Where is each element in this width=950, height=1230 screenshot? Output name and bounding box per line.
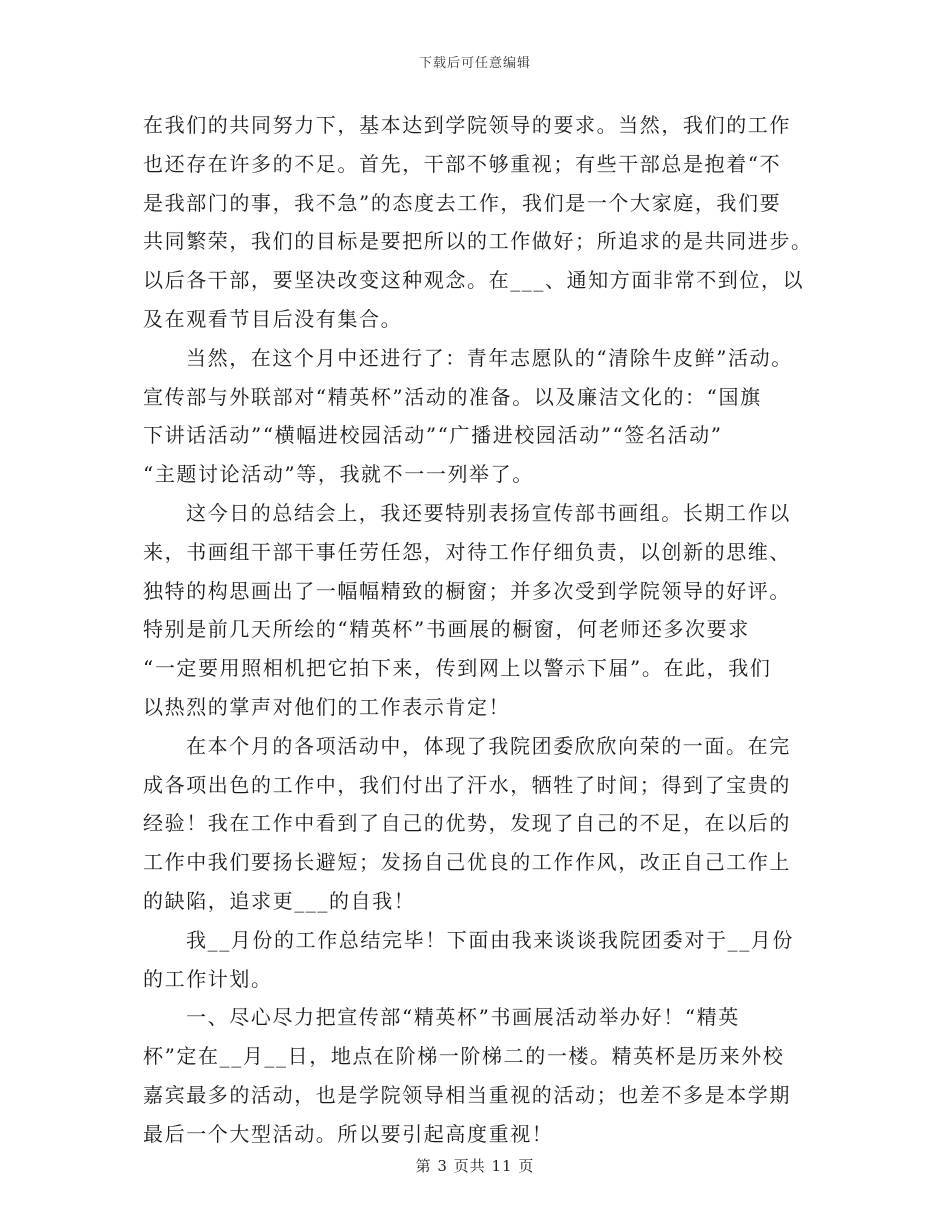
text-line: 是我部门的事，我不急”的态度去工作，我们是一个大家庭，我们要 xyxy=(143,190,782,215)
text-line: 的工作计划。 xyxy=(143,966,273,991)
text-line: 经验！我在工作中看到了自己的优势，发现了自己的不足，在以后的 xyxy=(143,811,791,836)
page-footer: 第 3 页共 11 页 xyxy=(415,1157,535,1175)
text-line: 及在观看节目后没有集合。 xyxy=(143,306,403,331)
text-line: 在本个月的各项活动中，体现了我院团委欣欣向荣的一面。在完 xyxy=(186,733,791,758)
text-line: 共同繁荣，我们的目标是要把所以的工作做好；所追求的是共同进步。 xyxy=(143,229,813,254)
text-line: 工作中我们要扬长避短；发扬自己优良的工作作风，改正自己工作上 xyxy=(143,850,791,875)
text-line: 的缺陷，追求更___的自我！ xyxy=(143,888,416,913)
text-line: 最后一个大型活动。所以要引起高度重视！ xyxy=(143,1121,554,1146)
text-line: 当然，在这个月中还进行了：青年志愿队的“清除牛皮鲜”活动。 xyxy=(186,345,793,370)
paragraph-4 xyxy=(143,727,808,921)
text-line: 一、尽心尽力把宣传部“精英杯”书画展活动举办好！“精英 xyxy=(186,1005,740,1030)
paragraph-1 xyxy=(143,106,813,339)
text-line: 来，书画组干部干事任劳任怨，对待工作仔细负责，以创新的思维、 xyxy=(143,539,791,564)
text-line: 以后各干部，要坚决改变这种观念。在___、通知方面非常不到位，以 xyxy=(143,268,805,293)
text-line: 这今日的总结会上，我还要特别表扬宣传部书画组。长期工作以 xyxy=(186,500,791,525)
text-line: 特别是前几天所绘的“精英杯”书画展的橱窗，何老师还多次要求 xyxy=(143,617,750,642)
text-line: 杯”定在__月__日，地点在阶梯一阶梯二的一楼。精英杯是历来外校 xyxy=(143,1044,785,1069)
text-line: 在我们的共同努力下，基本达到学院领导的要求。当然，我们的工作 xyxy=(143,113,791,137)
text-line: “主题讨论活动”等，我就不一一列举了。 xyxy=(143,462,534,487)
paragraph-3 xyxy=(143,494,808,727)
text-line: “一定要用照相机把它拍下来，传到网上以警示下届”。在此，我们 xyxy=(143,656,772,681)
page-header: 下载后可任意编辑 xyxy=(418,56,531,71)
paragraph-2 xyxy=(143,339,808,494)
text-line: 嘉宾最多的活动，也是学院领导相当重视的活动；也差不多是本学期 xyxy=(143,1082,791,1107)
paragraph-6 xyxy=(143,998,808,1153)
text-line: 独特的构思画出了一幅幅精致的橱窗；并多次受到学院领导的好评。 xyxy=(143,578,791,603)
text-line: 成各项出色的工作中，我们付出了汗水，牺牲了时间；得到了宝贵的 xyxy=(143,772,791,797)
text-line: 以热烈的掌声对他们的工作表示肯定！ xyxy=(143,694,511,719)
paragraph-5 xyxy=(143,921,808,999)
document-body xyxy=(143,106,813,1154)
text-line: 我__月份的工作总结完毕！下面由我来谈谈我院团委对于__月份 xyxy=(186,927,794,952)
text-line: 宣传部与外联部对“精英杯”活动的准备。以及廉洁文化的：“国旗 xyxy=(143,384,762,409)
text-line: 下讲话活动”“横幅进校园活动”“广播进校园活动”“签名活动” xyxy=(143,423,723,448)
text-line: 也还存在许多的不足。首先，干部不够重视；有些干部总是抱着“不 xyxy=(143,151,782,176)
